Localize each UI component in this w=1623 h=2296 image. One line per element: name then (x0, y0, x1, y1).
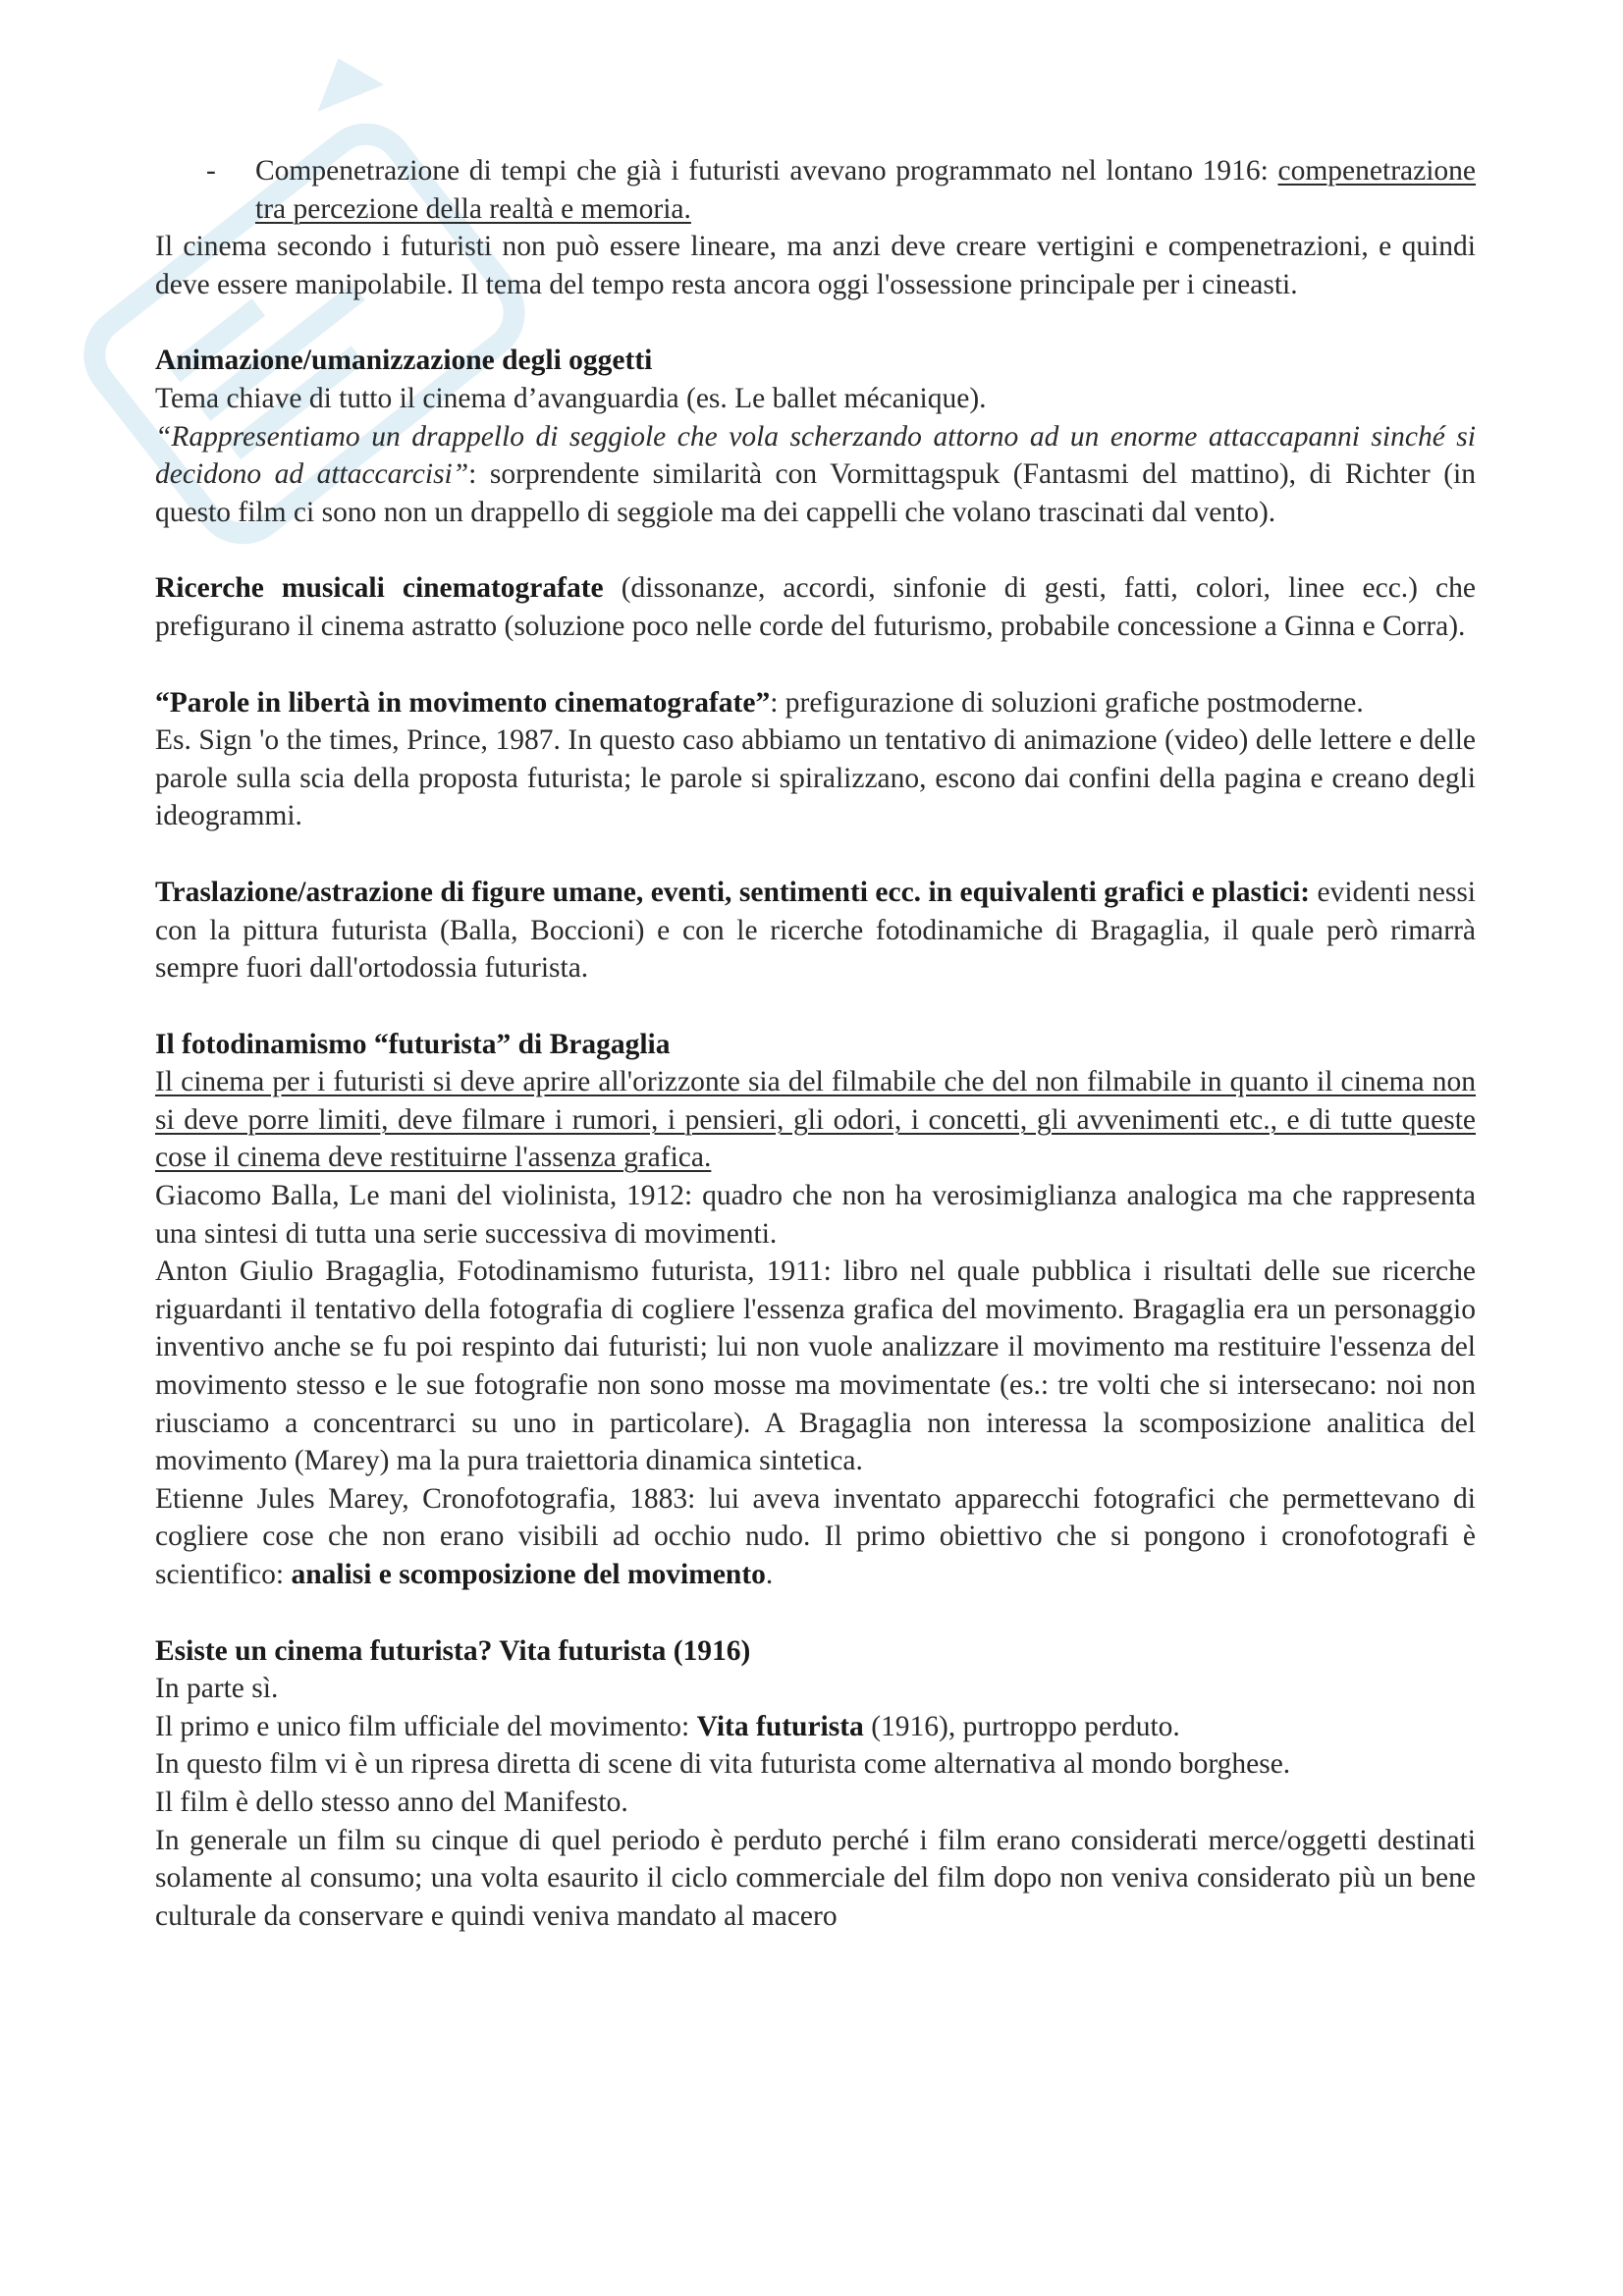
bullet-text: Compenetrazione di tempi che già i futuristi avevano programmato nel lontano 1916: (255, 155, 1278, 187)
bullet-dash: - (206, 155, 216, 187)
esiste-line-5: In generale un film su cinque di quel periodo è perduto perché i film erano considerati merce/oggetti destinati solamente al consumo; una volta esaurito il ciclo commerciale del film dopo non veniva considerato più un bene culturale da conservare e quindi veniva mandato al macero (155, 1824, 1476, 1932)
balla-paragraph: Giacomo Balla, Le mani del violinista, 1912: quadro che non ha verosimiglianza analogica ma che rappresenta una sintesi di tutta una serie successiva di movimenti. (155, 1180, 1476, 1250)
section-heading-animazione (155, 342, 1476, 380)
animazione-line: Tema chiave di tutto il cinema d’avanguardia (es. Le ballet mécanique). (155, 382, 987, 414)
bullet-underlined-text: compenetrazione tra percezione della realtà e memoria. (255, 155, 1476, 225)
heading-text: Animazione/umanizzazione degli oggetti (155, 345, 653, 377)
traslazione-heading: Traslazione/astrazione di figure umane, eventi, sentimenti ecc. in equivalenti grafici e plastici: (155, 876, 1311, 908)
esiste-line-2-end: (1916), purtroppo perduto. (863, 1710, 1180, 1742)
animazione-quote-paragraph (155, 418, 1476, 532)
esiste-line-2-start: Il primo e unico film ufficiale del movimento: (155, 1710, 697, 1742)
list-item (155, 152, 1476, 228)
ricerche-text: (dissonanze, accordi, sinfonie di gesti, fatti, colori, linee ecc.) che prefigurano il cinema astratto (soluzione poco nelle corde del futurismo, probabile concessione a Ginna e Corra). (155, 572, 1476, 642)
parole-example: Es. Sign 'o the times, Prince, 1987. In questo caso abbiamo un tentativo di animazione (video) delle lettere e delle parole sulla scia della proposta futurista; le parole si spiralizzano, escono dai confini della pagina e creano degli ideogrammi. (155, 724, 1476, 832)
parole-text: : prefigurazione di soluzioni grafiche postmoderne. (770, 686, 1364, 719)
document-page (155, 152, 1476, 1935)
parole-paragraph (155, 684, 1476, 722)
bragaglia-paragraph: Anton Giulio Bragaglia, Fotodinamismo futurista, 1911: libro nel quale pubblica i risultati delle sue ricerche riguardanti il tentativo della fotografia di cogliere l'essenza grafica del movimento. Bragaglia era un personaggio inventivo anche se fu poi respinto dai futuristi; lui non vuole analizzare il movimento ma restituire l'essenza del movimento stesso e le sue fotografie non sono mosse ma movimentate (es.: tre volti che si intersecano: noi non riusciamo a concentrarci su uno in particolare). A Bragaglia non interessa la scomposizione analitica del movimento (Marey) ma la pura traiettoria dinamica sintetica. (155, 1255, 1476, 1477)
section-heading-esiste (155, 1632, 1476, 1671)
esiste-line-2 (155, 1708, 1476, 1746)
marey-paragraph (155, 1480, 1476, 1594)
heading-text: Il fotodinamismo “futurista” di Bragaglia (155, 1028, 671, 1060)
traslazione-text: evidenti nessi con la pittura futurista (Balla, Boccioni) e con le ricerche fotodinamiche di Bragaglia, il quale però rimarrà sempre fuori dall'ortodossia futurista. (155, 876, 1477, 985)
intro-paragraph: Il cinema secondo i futuristi non può essere lineare, ma anzi deve creare vertigini e compenetrazioni, e quindi deve essere manipolabile. Il tema del tempo resta ancora oggi l'ossessione principale per i cineasti. (155, 231, 1476, 300)
quote-comment: : sorprendente similarità con Vormittagspuk (Fantasmi del mattino), di Richter (in questo film ci sono non un drappello di seggiole ma dei cappelli che volano trascinati dal vento). (155, 458, 1476, 528)
heading-text: Esiste un cinema futurista? Vita futurista (1916) (155, 1634, 751, 1667)
marey-bold-text: analisi e scomposizione del movimento (291, 1559, 766, 1590)
marey-end: . (765, 1559, 774, 1590)
esiste-line-1: In parte sì. (155, 1673, 279, 1705)
marey-text: Etienne Jules Marey, Cronofotografia, 1883: lui aveva inventato apparecchi fotografici che permettevano di cogliere cose che non erano visibili ad occhio nudo. Il primo obiettivo che si pongono i cronofotografi è scientifico: (155, 1482, 1476, 1590)
esiste-line-3: In questo film vi è un ripresa diretta di scene di vita futurista come alternativa al mondo borghese. (155, 1748, 1291, 1781)
ricerche-paragraph (155, 569, 1476, 645)
esiste-line-4: Il film è dello stesso anno del Manifesto. (155, 1786, 628, 1818)
fotodinamismo-underlined-paragraph: Il cinema per i futuristi si deve aprire all'orizzonte sia del filmabile che del non filmabile in quanto il cinema non si deve porre limiti, deve filmare i rumori, i pensieri, gli odori, i concetti, gli avvenimenti etc., e di tutte queste cose il cinema deve restituirne l'assenza grafica. (155, 1066, 1476, 1174)
traslazione-paragraph (155, 874, 1476, 988)
ricerche-heading: Ricerche musicali cinematografate (155, 572, 604, 605)
film-title: Vita futurista (696, 1710, 864, 1742)
section-heading-fotodinamismo (155, 1026, 1476, 1064)
quote-text: “Rappresentiamo un drappello di seggiole che vola scherzando attorno ad un enorme attaccapanni sinché si decidono ad attaccarcisi” (155, 420, 1476, 491)
parole-heading: “Parole in libertà in movimento cinematografate” (155, 686, 771, 719)
